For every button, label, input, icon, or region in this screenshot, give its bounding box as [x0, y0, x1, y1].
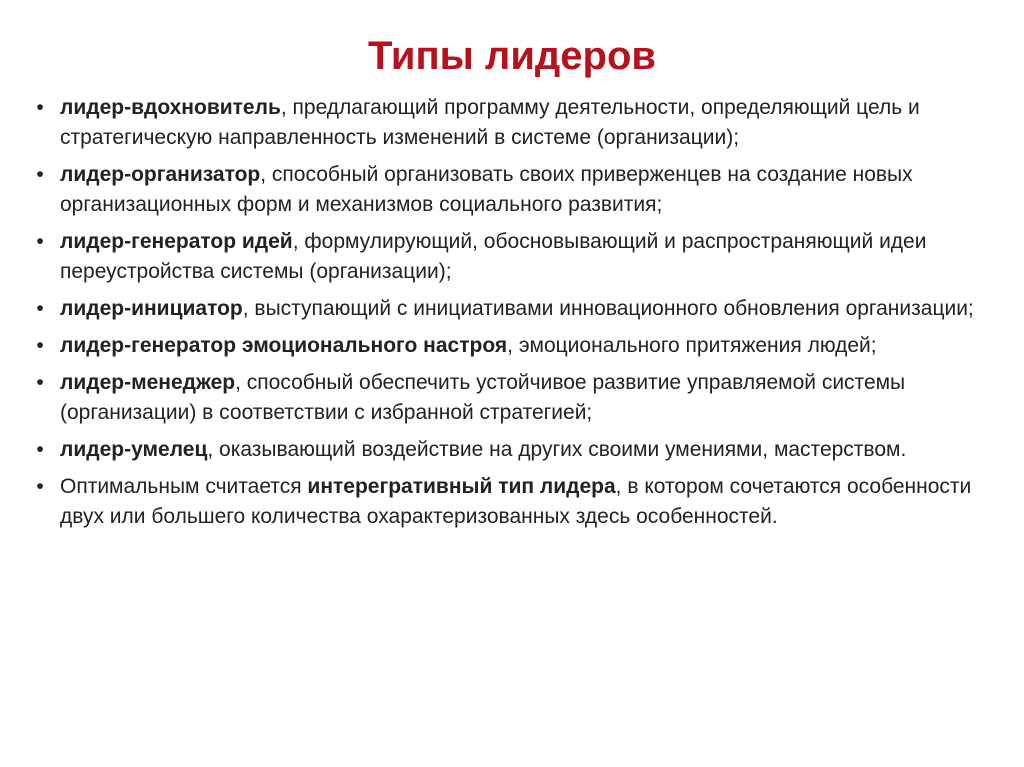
bullet-icon: •	[36, 475, 44, 498]
bullet-icon: •	[36, 334, 44, 357]
item-description: , формулирующий, обосновывающий и распространяющий идеи переустройства системы (организации);	[60, 230, 927, 283]
item-term: лидер-генератор эмоционального настроя	[60, 334, 508, 357]
item-term: лидер-генератор идей	[60, 230, 293, 253]
leader-types-list	[30, 93, 1005, 539]
item-description: , эмоционального притяжения людей;	[507, 334, 877, 357]
bullet-icon: •	[36, 163, 44, 186]
list-item	[30, 368, 1005, 428]
bullet-icon: •	[36, 438, 44, 461]
list-item	[30, 331, 1005, 361]
item-term: лидер-инициатор	[60, 297, 243, 320]
bullet-icon: •	[36, 230, 44, 253]
item-term: лидер-менеджер	[60, 371, 236, 394]
item-term: лидер-вдохновитель	[60, 96, 281, 119]
conclusion-prefix: Оптимальным считается	[60, 475, 308, 498]
item-term: лидер-умелец	[60, 438, 208, 461]
item-description: , выступающий с инициативами инновационного обновления организации;	[242, 297, 974, 320]
list-item-conclusion	[30, 472, 1005, 532]
item-description: , способный обеспечить устойчивое развитие управляемой системы (организации) в соответствии с избранной стратегией;	[60, 371, 906, 424]
item-description: , способный организовать своих приверженцев на создание новых организационных форм и механизмов социального развития;	[60, 163, 913, 216]
bullet-icon: •	[36, 96, 44, 119]
list-item	[30, 227, 1005, 287]
item-term: лидер-организатор	[60, 163, 261, 186]
list-item	[30, 93, 1005, 153]
list-item	[30, 160, 1005, 220]
conclusion-term: интерегративный тип лидера	[307, 475, 616, 498]
conclusion-description: , в котором сочетаются особенности двух или большего количества охарактеризованных здесь особенностей.	[60, 475, 972, 528]
list-item	[30, 294, 1005, 324]
bullet-icon: •	[36, 297, 44, 320]
bullet-icon: •	[36, 371, 44, 394]
item-description: , оказывающий воздействие на других своими умениями, мастерством.	[207, 438, 907, 461]
slide-title: Типы лидеров	[367, 34, 657, 78]
list-item	[30, 435, 1005, 465]
item-description: , предлагающий программу деятельности, определяющий цель и стратегическую направленность изменений в системе (организации);	[60, 96, 920, 149]
